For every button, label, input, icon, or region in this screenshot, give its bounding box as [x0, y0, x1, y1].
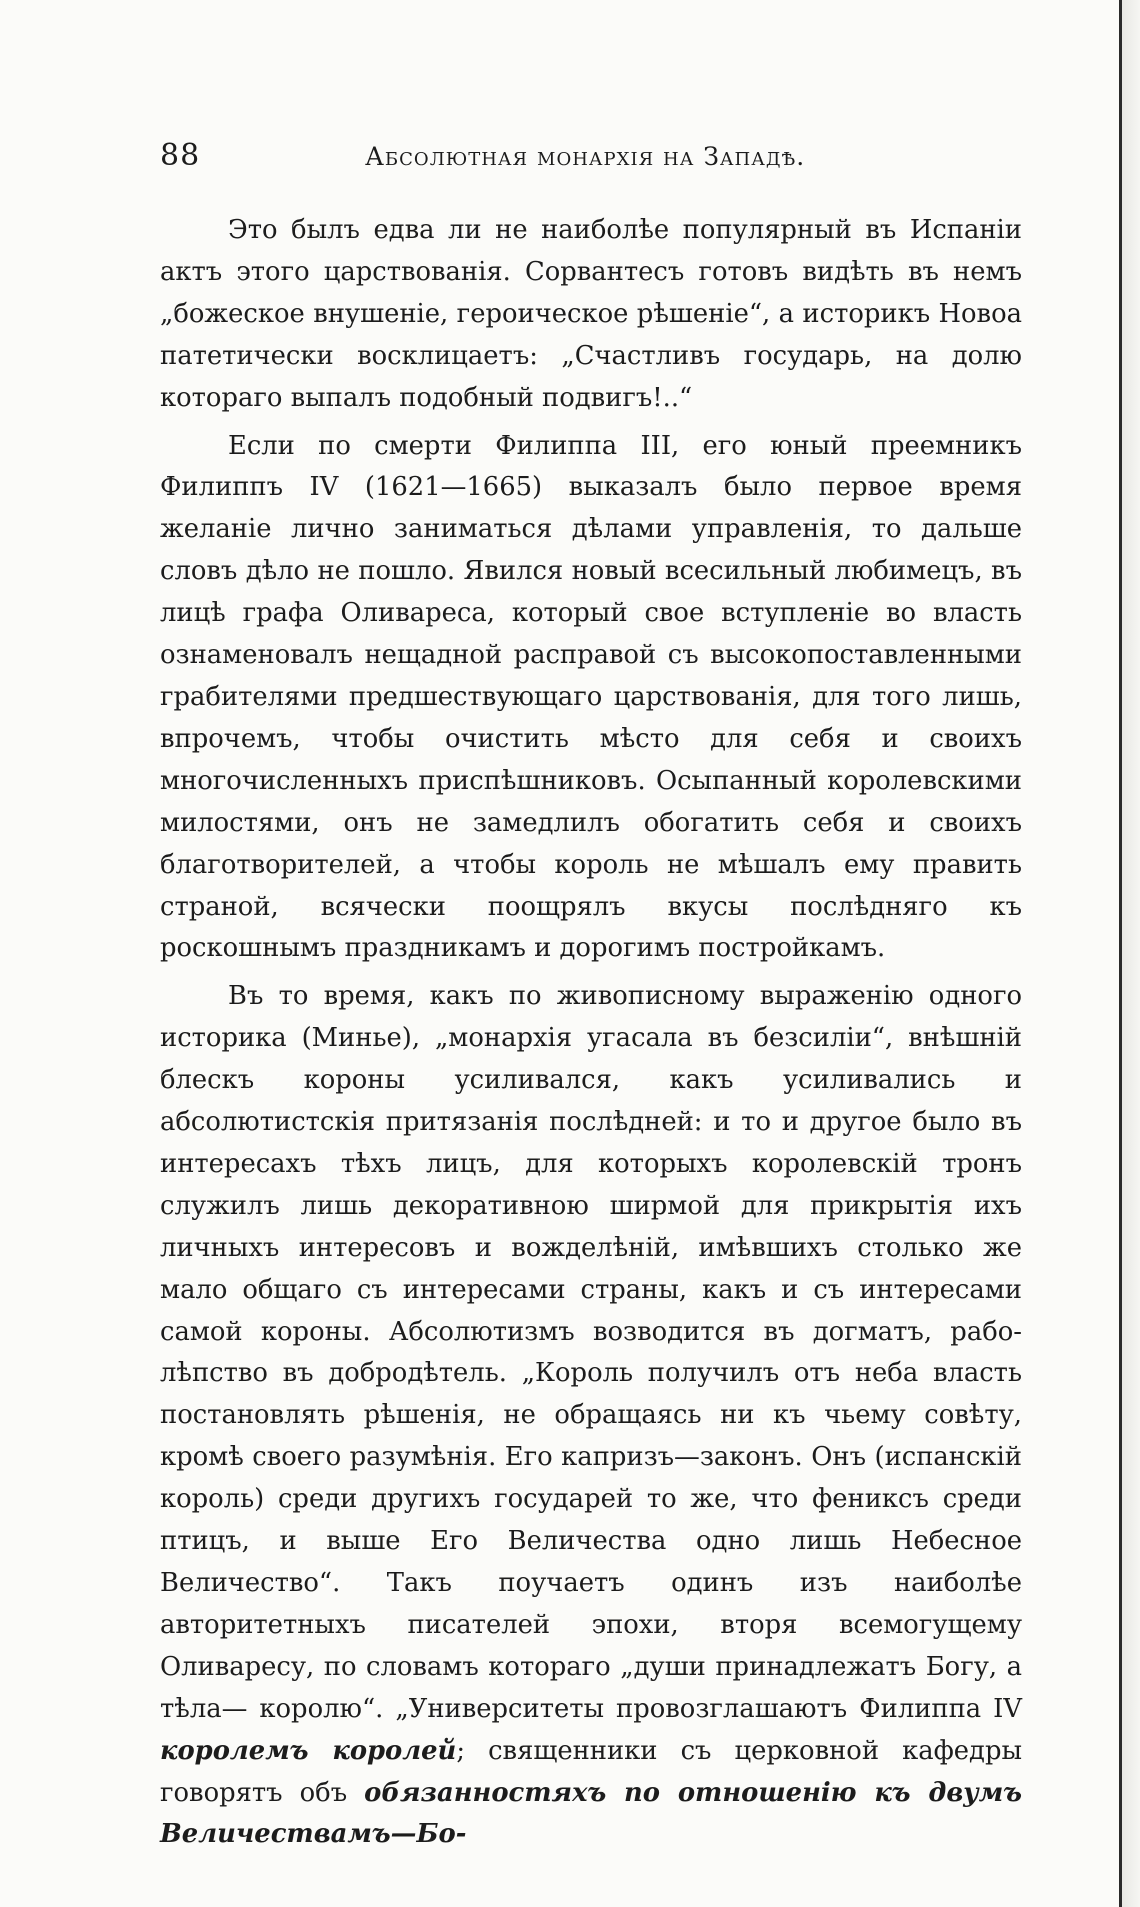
paragraph-3-italic-b: обязанностяхъ по отношенію къ двумъ Величествамъ—Бо- [160, 1777, 1022, 1850]
paragraph-1: Это былъ едва ли не наиболѣе популярный въ Испаніи актъ этого царствованія. Сорвантесъ готовъ видѣть въ немъ „божеское внушеніе, героическое рѣшеніе“, а историкъ Новоа патетически восклицаетъ: „Счастливъ государь, на долю котораго выпалъ подобный подвигъ!..“ [160, 215, 1022, 413]
paragraph-3-text-a: Въ то время, какъ по живописному выраженію одного историка (Минье), „монархія угасала въ безсиліи“, внѣшній блескъ короны усиливался, какъ усиливались и абсолютистскія притязанія послѣдней: и то и другое было въ интересахъ тѣхъ лицъ, для которыхъ королевскій тронъ служилъ лишь декоративною ширмой для прикрытія ихъ личныхъ интересовъ и вожделѣній, имѣвшихъ столько же мало общаго съ интересами страны, какъ и съ интересами самой короны. Абсолютизмъ возводится въ догматъ, раболѣпство въ добродѣтель. „Король получилъ отъ неба власть постановлять рѣшенія, не обращаясь ни къ чьему совѣту, кромѣ своего разумѣнія. Его капризъ—законъ. Онъ (испанскій король) среди другихъ государей то же, что фениксъ среди птицъ, и выше Его Величества одно лишь Небесное Величество“. Такъ поучаетъ одинъ изъ наиболѣе авторитетныхъ писателей эпохи, вторя всемогущему Оливаресу, по словамъ котораго „души принадлежатъ Богу, а тѣла— королю“. „Университеты провозглашаютъ Филиппа IV [160, 981, 1022, 1724]
page-edge-line [1119, 0, 1122, 1907]
body-text [160, 210, 1022, 1862]
page-number: 88 [160, 138, 201, 173]
paragraph-3-text-b: ; священники съ церковной кафедры говорятъ объ [160, 1735, 1022, 1808]
page-header [160, 138, 1020, 178]
running-title: Абсолютная монархія на Западѣ. [365, 142, 806, 171]
page-edge-shadow [1122, 0, 1140, 1907]
paragraph-3-italic-a: королемъ королей [160, 1735, 457, 1766]
paragraph-2: Если по смерти Филиппа III, его юный преемникъ Филиппъ IV (1621—1665) выказалъ было первое время желаніе лично заниматься дѣлами управленія, то дальше словъ дѣло не пошло. Явился новый всесильный любимецъ, въ лицѣ графа Оливареса, который свое вступленіе во власть ознаменовалъ нещадной расправой съ высокопоставленными грабителями предшествующаго царствованія, для того лишь, впрочемъ, чтобы очистить мѣсто для себя и своихъ многочисленныхъ приспѣшниковъ. Осыпанный королевскими милостями, онъ не замедлилъ обогатить себя и своихъ благотворителей, а чтобы король не мѣшалъ ему править страной, всячески поощрялъ вкусы послѣдняго къ роскошнымъ праздникамъ и дорогимъ постройкамъ. [160, 430, 1022, 964]
paragraph-3 [160, 976, 1022, 1856]
